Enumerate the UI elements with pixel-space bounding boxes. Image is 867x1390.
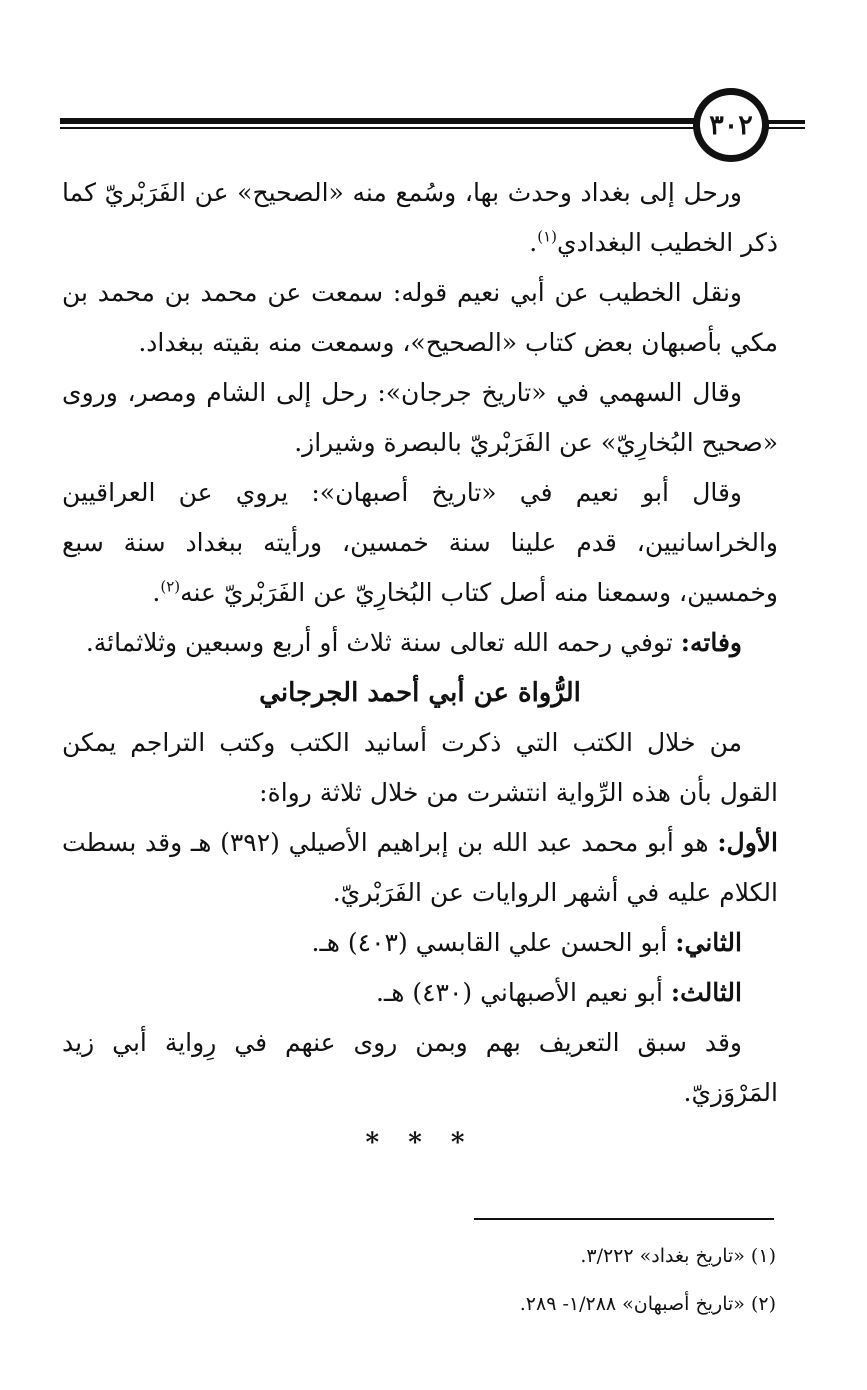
paragraph-2: ونقل الخطيب عن أبي نعيم قوله: سمعت عن محمد بن محمد بن مكي بأصبهان بعض كتاب «الصحيح»، وسمعت منه بقيته ببغداد. — [62, 278, 778, 357]
paragraph-1: ورحل إلى بغداد وحدث بها، وسُمع منه «الصحيح» عن الفَرَبْريّ كما ذكر الخطيب البغدادي$^{(١)}$. — [62, 178, 778, 257]
header-rule-left — [60, 118, 695, 129]
page-header — [60, 88, 805, 168]
footnotes — [62, 1232, 776, 1328]
page-number: ٣٠٢ — [709, 109, 753, 141]
main-text — [62, 168, 778, 1168]
paragraph-death: وفاته: توفي رحمه الله تعالى سنة ثلاث أو أربع وسبعين وثلاثمائة. — [85, 628, 742, 657]
footnote-divider — [474, 1218, 774, 1220]
paragraph-6: من خلال الكتب التي ذكرت أسانيد الكتب وكتب التراجم يمكن القول بأن هذه الرِّواية انتشرت من خلال ثلاثة رواة: — [62, 728, 778, 807]
section-separator: * * * — [365, 1128, 475, 1158]
footnote-2: (٢) «تاريخ أصبهان» ١/٢٨٨- ٢٨٩. — [519, 1293, 776, 1315]
paragraph-first-narrator: الأول: هو أبو محمد عبد الله بن إبراهيم الأصيلي (٣٩٢) هـ وقد بسطت الكلام عليه في أشهر الروايات عن الفَرَبْريّ. — [62, 828, 778, 907]
paragraph-4: وقال أبو نعيم في «تاريخ أصبهان»: يروي عن العراقيين والخراسانيين، قدم علينا سنة خمسين، ورأيته ببغداد سنة سبع وخمسين، وسمعنا منه أصل كتاب البُخارِيّ عن الفَرَبْريّ عنه$^{(٢)}$. — [62, 478, 778, 607]
section-heading: الرُّواة عن أبي أحمد الجرجاني — [259, 678, 581, 708]
footnote-ref-1: (١) — [537, 227, 558, 246]
paragraph-10: وقد سبق التعريف بهم وبمن روى عنهم في رِواية أبي زيد المَرْوَزيّ. — [62, 1028, 778, 1107]
run-in-label: الثالث: — [670, 978, 742, 1007]
paragraph-second-narrator: الثاني: أبو الحسن علي القابسي (٤٠٣) هـ. — [311, 928, 742, 957]
paragraph-third-narrator: الثالث: أبو نعيم الأصبهاني (٤٣٠) هـ. — [375, 978, 742, 1007]
run-in-label: وفاته: — [680, 628, 742, 657]
header-rule-right — [765, 120, 805, 129]
page-number-badge — [693, 88, 769, 162]
paragraph-3: وقال السهمي في «تاريخ جرجان»: رحل إلى الشام ومصر، وروى «صحيح البُخارِيّ» عن الفَرَبْريّ بالبصرة وشيراز. — [62, 378, 778, 457]
footnote-1: (١) «تاريخ بغداد» ٣/٢٢٢. — [580, 1245, 776, 1267]
footnote-ref-2: (٢) — [160, 577, 181, 596]
run-in-label: الثاني: — [675, 928, 742, 957]
run-in-label: الأول: — [717, 828, 778, 857]
